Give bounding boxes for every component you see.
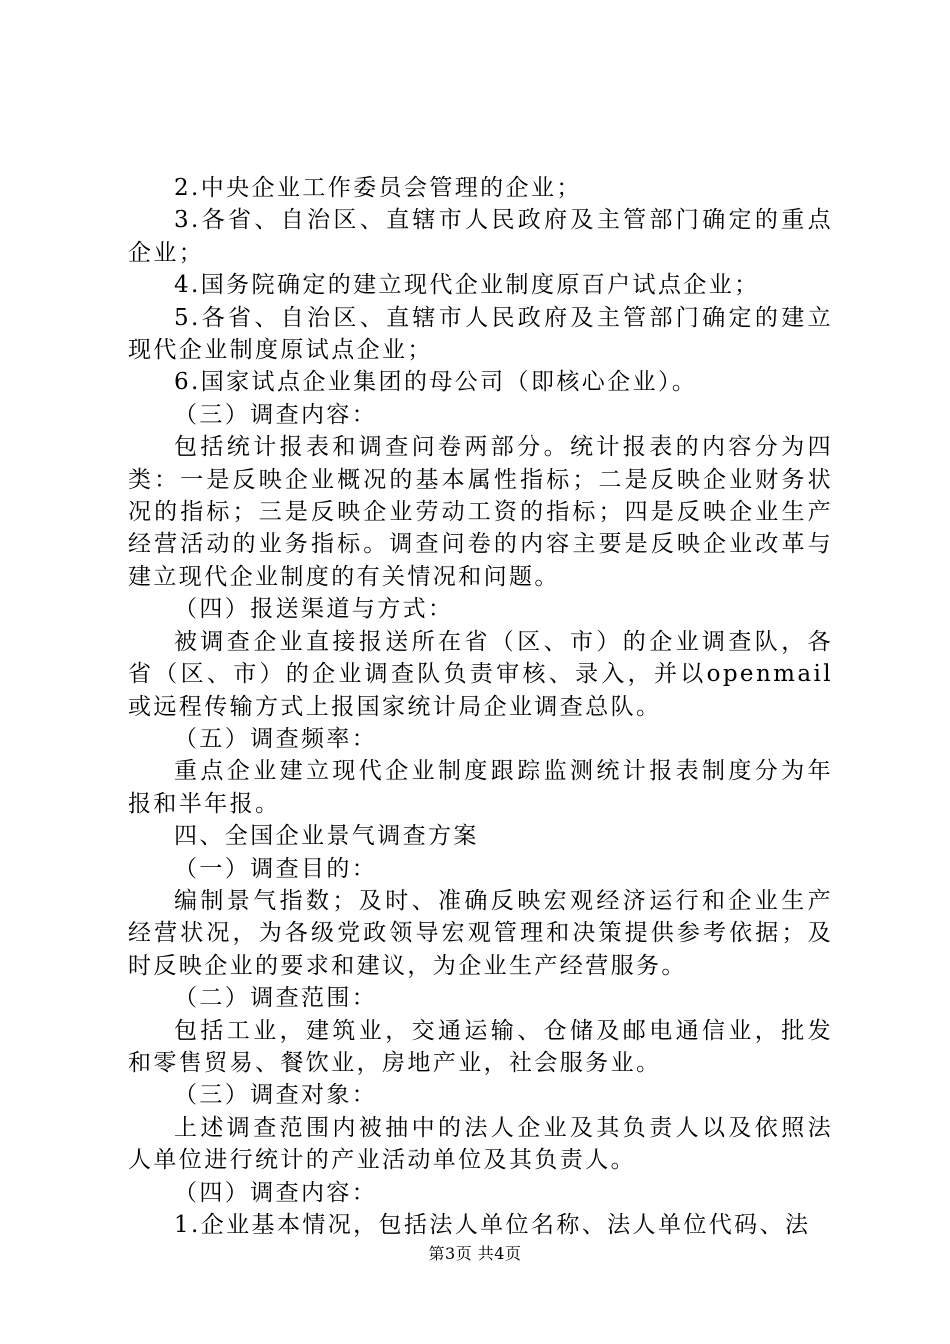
section-heading-reporting-channel: （四）报送渠道与方式： — [174, 596, 454, 623]
chapter-heading-business-climate-survey: 四、全国企业景气调查方案 — [174, 823, 479, 850]
paragraph-11: 重点企业建立现代企业制度跟踪监测统计报表制度分为年报和半年报。 — [128, 758, 833, 817]
paragraph-14: 编制景气指数；及时、准确反映宏观经济运行和企业生产经营状况，为各级党政领导宏观管理和决策提供参考依据；及时反映企业的要求和建议，为企业生产经营服务。 — [128, 887, 833, 979]
section-heading-survey-content-2: （四）调查内容： — [174, 1179, 378, 1206]
section-heading-survey-purpose: （一）调查目的： — [174, 855, 378, 882]
document-body — [128, 172, 833, 1241]
paragraph-9: 被调查企业直接报送所在省（区、市）的企业调查队，各省（区、市）的企业调查队负责审核、录入，并以openmail或远程传输方式上报国家统计局企业调查总队。 — [128, 628, 833, 720]
page-number-label: 第3页 共4页 — [428, 1244, 522, 1263]
paragraph-3: 4.国务院确定的建立现代企业制度原百户试点企业； — [174, 272, 760, 299]
paragraph-4: 5.各省、自治区、直辖市人民政府及主管部门确定的建立现代企业制度原试点企业； — [128, 304, 833, 364]
paragraph-1: 2.中央企业工作委员会管理的企业； — [174, 175, 582, 201]
section-heading-survey-objects: （三）调查对象： — [174, 1082, 378, 1109]
page-footer — [0, 1244, 950, 1264]
section-heading-survey-scope: （二）调查范围： — [174, 985, 378, 1012]
paragraph-20: 1.企业基本情况，包括法人单位名称、法人单位代码、法 — [174, 1212, 811, 1238]
paragraph-2: 3.各省、自治区、直辖市人民政府及主管部门确定的重点企业； — [128, 207, 833, 266]
section-heading-survey-content: （三）调查内容： — [174, 401, 378, 428]
paragraph-16: 包括工业，建筑业，交通运输、仓储及邮电通信业，批发和零售贸易、餐饮业，房地产业，社会服务业。 — [128, 1017, 833, 1076]
paragraph-7: 包括统计报表和调查问卷两部分。统计报表的内容分为四类：一是反映企业概况的基本属性指标；二是反映企业财务状况的指标；三是反映企业劳动工资的指标；四是反映企业生产经营活动的业务指标。调查问卷的内容主要是反映企业改革与建立现代企业制度的有关情况和问题。 — [128, 434, 833, 590]
paragraph-5: 6.国家试点企业集团的母公司（即核心企业）。 — [174, 369, 698, 396]
paragraph-18: 上述调查范围内被抽中的法人企业及其负责人以及依照法人单位进行统计的产业活动单位及其负责人。 — [128, 1114, 833, 1174]
section-heading-survey-frequency: （五）调查频率： — [174, 725, 378, 752]
